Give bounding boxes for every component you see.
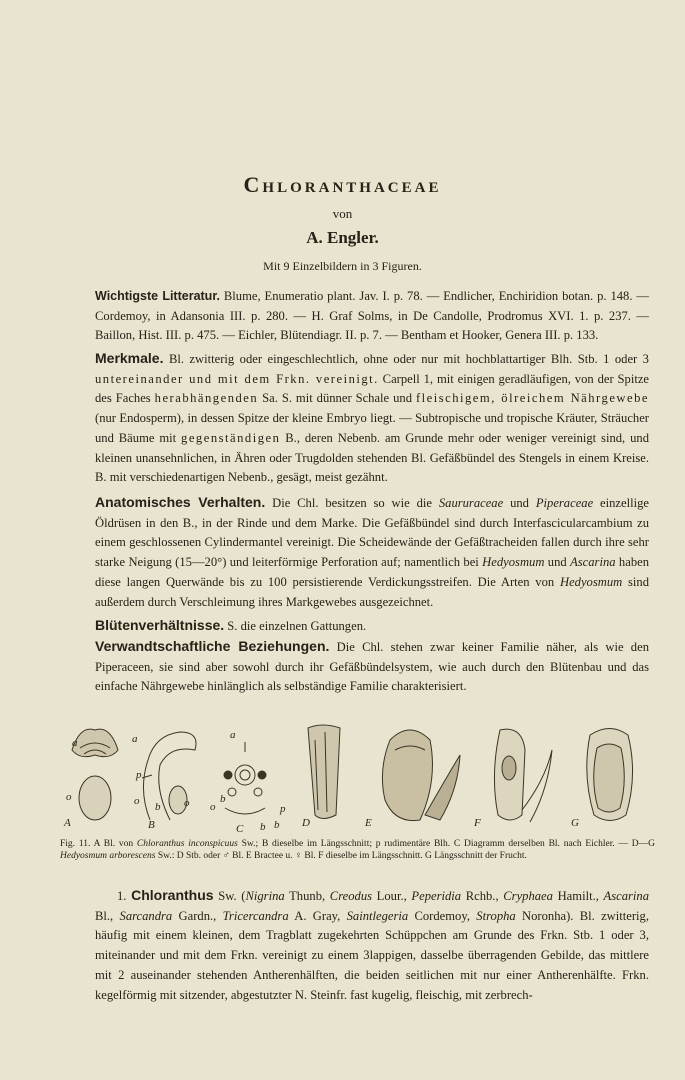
verwandt-text: Die Chl. stehen zwar keiner Familie näher, als wie den Piperaceen, sie sind aber sowohl durch ihr Gefäßbündelsystem, wie auch durch den Blütenbau und das einfache Nährgewebe hinlänglich als selbständige Familie charakterisiert. bbox=[95, 640, 649, 694]
anatomie-heading: Anatomisches Verhalten. bbox=[95, 494, 266, 510]
figure-caption bbox=[60, 838, 655, 862]
figure-label-a: A bbox=[64, 817, 71, 829]
literature-heading: Wichtigste Litteratur. bbox=[95, 289, 220, 303]
bluete-heading: Blütenverhältnisse. bbox=[95, 617, 225, 633]
merkmale-text-4: (nur Endosperm), in dessen Spitze der kleine Embryo liegt. — Subtropische und tropische Kräuter, Sträucher und Bäume mit bbox=[95, 411, 649, 445]
figure-label-b: B bbox=[148, 819, 155, 831]
genus-italic-9: Stropha bbox=[476, 908, 516, 923]
genus-italic-6: Sarcandra bbox=[119, 908, 173, 923]
caption-text-3: Sw.: D Stb. oder ♂ Bl. E Bractee u. ♀ Bl. F dieselbe im Längsschnitt. G Längsschnitt der Frucht. bbox=[155, 851, 527, 861]
bluete-text: S. die einzelnen Gattungen. bbox=[224, 619, 367, 633]
figure-f-section bbox=[494, 729, 552, 822]
genus-text-3: Lour., bbox=[372, 889, 412, 903]
anatomie-italic-3: Hedyosmum bbox=[482, 555, 545, 570]
merkmale-text-1: Bl. zwitterig oder eingeschlechtlich, ohne oder nur mit hochblattartiger Blh. Stb. 1 oder 3 bbox=[168, 352, 649, 366]
merkmale-paragraph bbox=[95, 349, 649, 488]
genus-italic-5: Ascarina bbox=[603, 889, 649, 903]
anatomie-text-2: und bbox=[503, 496, 536, 510]
anatomie-text-5: haben diese langen Querwände bis zu 100 persistierende Verdickungsstreifen. Die Arten von bbox=[95, 555, 650, 589]
verwandt-heading: Verwandtschaftliche Beziehungen. bbox=[95, 638, 330, 654]
figure-a-flower bbox=[72, 729, 118, 820]
merkmale-spaced-4: gegenständigen bbox=[181, 430, 281, 445]
figure-label-g: G bbox=[571, 817, 579, 829]
figure-small-label-7: o bbox=[184, 797, 190, 809]
merkmale-text-3: Sa. S. mit dünner Schale und bbox=[258, 391, 416, 406]
genus-italic-1: Nigrina bbox=[245, 889, 285, 903]
figure-small-label-5: p bbox=[136, 769, 142, 781]
figure-label-f: F bbox=[474, 817, 481, 829]
figure-small-label-6: b bbox=[155, 801, 161, 813]
anatomie-text-4: und bbox=[544, 555, 571, 570]
merkmale-heading: Merkmale. bbox=[95, 350, 164, 366]
genus-text-2: Thunb, bbox=[284, 889, 330, 903]
anatomie-paragraph bbox=[95, 493, 649, 612]
genus-text-7: Gardn., bbox=[172, 908, 223, 923]
figure-small-label-12: o bbox=[210, 801, 216, 813]
anatomie-italic-1: Saururaceae bbox=[438, 496, 504, 510]
genus-name: Chloranthus bbox=[131, 887, 214, 903]
author-name: A. Engler. bbox=[306, 228, 379, 247]
figure-d-stamen bbox=[308, 725, 340, 819]
merkmale-spaced-1: untereinander und mit dem Frkn. vereinigt. bbox=[95, 371, 379, 386]
genus-text-1: Sw. ( bbox=[213, 889, 246, 903]
genus-text-9: Cordemoy, bbox=[408, 908, 477, 923]
figure-small-label-9: p bbox=[280, 803, 286, 815]
caption-text-1: Fig. 11. A Bl. von bbox=[60, 839, 137, 849]
figure-small-label-11: b bbox=[260, 821, 266, 833]
genus-text-6: Bl., bbox=[95, 908, 120, 923]
figure-label-e: E bbox=[365, 817, 372, 829]
figure-count-line: Mit 9 Einzelbildern in 3 Figuren. bbox=[263, 259, 422, 273]
figure-c-diagram bbox=[224, 742, 266, 814]
figure-label-d: D bbox=[302, 817, 310, 829]
caption-italic-1: Chloranthus inconspicuus bbox=[136, 839, 238, 849]
genus-italic-3: Peperidia bbox=[411, 889, 462, 903]
anatomie-text-3: einzellige Öldrüsen in den B., in der Rinde und dem Marke. Die Gefäßbündel sind durch Interfascicularcambium zu einem geschlossenen Cylindermantel vereinigt. Die Scheidewände der Gefäßtracheiden fallen durch ihre sehr starke Neigung (15—20°) und leiterförmige Perforation auf; namentlich bei bbox=[95, 496, 649, 570]
genus-text-10: Noronha). Bl. zwitterig, häufig mit einem kleinen, dem Tragblatt zugekehrten Schüppchen am Grunde des Frkn. Stb. 1 oder 3, miteinander und mit dem Frkn. vereinigt zu einem 3lappigen, dasselbe überragenden Gebilde, das mittlere mit 2 auseinander stehenden Antherenhälften, die beiden seitlichen mit nur einer Antherenhälfte. Frkn. kegelförmig mit sitzender, abgestutzter N. Steinfr. fast kugelig, fleischig, mit zerbrech- bbox=[95, 908, 650, 1002]
genus-italic-2: Creodus bbox=[329, 889, 373, 903]
genus-text-5: Hamilt., bbox=[552, 889, 604, 903]
figure-small-label-4: o bbox=[134, 795, 140, 807]
verwandt-paragraph bbox=[95, 637, 649, 697]
genus-italic-7: Tricercandra bbox=[222, 908, 289, 923]
figure-label-c: C bbox=[236, 823, 244, 835]
anatomie-italic-5: Hedyosmum bbox=[559, 574, 623, 589]
figure-e-bract bbox=[382, 730, 460, 821]
figure-small-label-8: a bbox=[230, 729, 236, 741]
figure-g-fruit bbox=[587, 729, 633, 821]
anatomie-text-6: sind außerdem durch Verschleimung ihres Markgewebes ausgezeichnet. bbox=[95, 574, 649, 609]
literature-paragraph bbox=[95, 287, 649, 346]
merkmale-spaced-2: herabhängenden bbox=[154, 391, 259, 406]
botanical-figure bbox=[60, 720, 660, 840]
genus-number: 1. bbox=[117, 889, 127, 903]
anatomie-italic-2: Piperaceae bbox=[535, 496, 594, 510]
figure-small-label-2: o bbox=[66, 791, 72, 803]
literature-text: Blume, Enumeratio plant. Jav. I. p. 78. — Endlicher, Enchiridion botan. p. 148. — Cordemoy, in Adansonia III. p. 280. — H. Graf Solms, in De Candolle, Prodromus XVI. 1. p. 237. — Baillon, Hist. III. p. 475. — Eichler, Blütendiagr. II. p. 7. — Bentham et Hooker, Genera III. p. 133. bbox=[95, 289, 649, 343]
figure-small-label-1: a bbox=[72, 737, 78, 749]
caption-italic-2: Hedyosmum arborescens bbox=[60, 851, 156, 861]
caption-text-2: Sw.; B dieselbe im Längsschnitt; p rudimentäre Blh. C Diagramm derselben Bl. nach Eichler. — D—G bbox=[237, 839, 655, 849]
merkmale-text-2: Carpell 1, mit einigen geradläufigen, von der Spitze des Faches bbox=[95, 371, 649, 406]
von-line: von bbox=[332, 206, 353, 221]
genus-text-4: Rchb., bbox=[461, 889, 504, 903]
genus-text-8: A. Gray, bbox=[288, 908, 347, 923]
anatomie-text-1: Die Chl. besitzen so wie die bbox=[265, 496, 439, 510]
figure-small-label-10: b bbox=[220, 793, 226, 805]
page-title: Chloranthaceae bbox=[243, 172, 442, 197]
genus-italic-4: Cryphaea bbox=[503, 889, 553, 903]
figure-small-label-3: a bbox=[132, 733, 138, 745]
bluete-paragraph bbox=[95, 616, 649, 637]
merkmale-spaced-3: fleischigem, ölreichem Nährgewebe bbox=[415, 391, 649, 406]
figure-small-label-13: b bbox=[274, 819, 280, 831]
genus-italic-8: Saintlegeria bbox=[346, 908, 409, 923]
anatomie-italic-4: Ascarina bbox=[570, 555, 616, 570]
merkmale-text-5: B., deren Nebenb. am Grunde mehr oder weniger vereinigt sind, und kleinen unansehnlichen, in Ähren oder Trugdolden stehenden Bl. Gefäßbündel des Stengels in einem Kreise. B. mit verschiedenartigen Nebenb., gesägt, meist gezähnt. bbox=[95, 430, 649, 485]
genus-paragraph bbox=[95, 886, 649, 1005]
